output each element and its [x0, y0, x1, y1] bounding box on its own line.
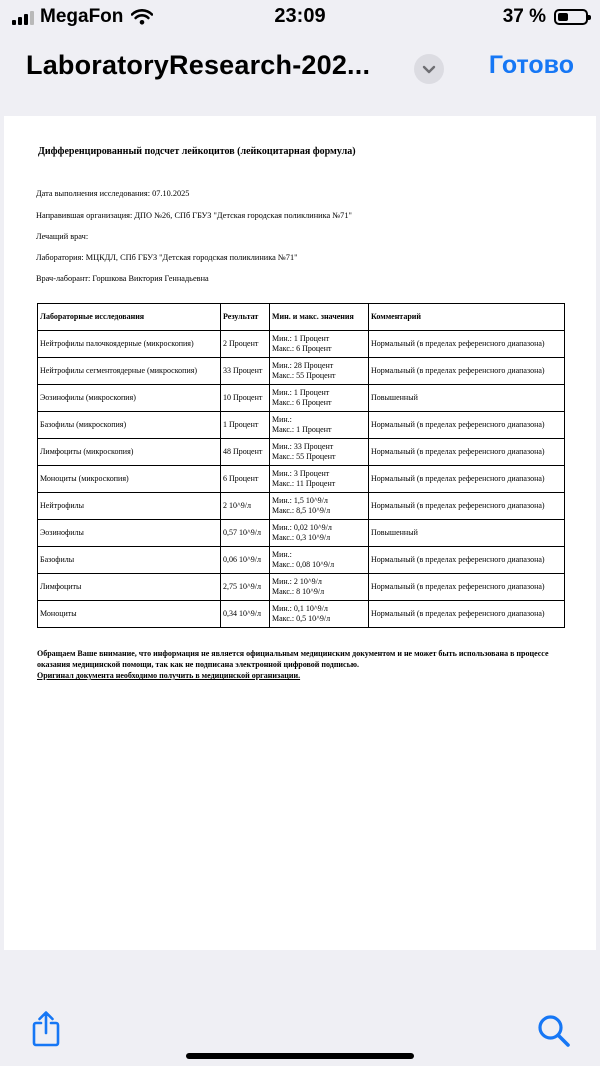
cell-test: Эозинофилы (микроскопия): [38, 385, 221, 412]
range-max: Макс.: 55 Процент: [272, 371, 336, 380]
table-row: [38, 385, 565, 412]
cell-comment: Нормальный (в пределах референсного диапазона): [369, 601, 565, 628]
cell-test: Эозинофилы: [38, 520, 221, 547]
title-menu-button[interactable]: [414, 54, 444, 84]
cell-test: Нейтрофилы: [38, 493, 221, 520]
results-table: [37, 303, 565, 628]
share-icon: [30, 1010, 62, 1048]
range-max: Макс.: 0,08 10^9/л: [272, 560, 335, 569]
header-range: Мин. и макс. значения: [270, 304, 369, 331]
status-right: [503, 6, 588, 28]
range-min: Мин.: 1 Процент: [272, 334, 330, 343]
done-button[interactable]: Готово: [488, 51, 574, 79]
lab-assistant-line: Врач-лаборант: Горшкова Виктория Геннадьевна: [36, 274, 209, 283]
cell-range: [270, 412, 369, 439]
cell-result: 33 Процент: [221, 358, 270, 385]
date-line: Дата выполнения исследования: 07.10.2025: [36, 189, 190, 198]
navigation-bar: [0, 40, 600, 100]
document-filename: LaboratoryResearch-202...: [26, 50, 371, 80]
battery-percent: 37 %: [502, 6, 546, 27]
cell-test: Моноциты (микроскопия): [38, 466, 221, 493]
range-min: Мин.: 1,5 10^9/л: [272, 496, 328, 505]
carrier-name: MegaFon: [40, 6, 124, 27]
document-page[interactable]: [4, 116, 596, 950]
range-max: Макс.: 6 Процент: [272, 398, 332, 407]
range-min: Мин.: 0,02 10^9/л: [272, 523, 332, 532]
table-row: [38, 358, 565, 385]
table-row: [38, 466, 565, 493]
cell-comment: Нормальный (в пределах референсного диапазона): [369, 439, 565, 466]
cell-result: 10 Процент: [221, 385, 270, 412]
range-max: Макс.: 8,5 10^9/л: [272, 506, 331, 515]
table-row: [38, 547, 565, 574]
range-max: Макс.: 55 Процент: [272, 452, 336, 461]
cell-range: [270, 385, 369, 412]
cell-comment: Нормальный (в пределах референсного диапазона): [369, 493, 565, 520]
cell-comment: Нормальный (в пределах референсного диапазона): [369, 331, 565, 358]
range-min: Мин.: 3 Процент: [272, 469, 330, 478]
disclaimer-underlined: Оригинал документа необходимо получить в медицинской организации.: [37, 671, 301, 680]
search-icon: [537, 1014, 571, 1048]
table-row: [38, 439, 565, 466]
referring-org-line: Направившая организация: ДПО №26, СПб ГБУЗ "Детская городская поликлиника №71": [36, 211, 352, 220]
table-row: [38, 520, 565, 547]
range-max: Макс.: 8 10^9/л: [272, 587, 325, 596]
cell-test: Базофилы (микроскопия): [38, 412, 221, 439]
cell-comment: Нормальный (в пределах референсного диапазона): [369, 358, 565, 385]
home-indicator[interactable]: [186, 1053, 414, 1059]
cell-range: [270, 520, 369, 547]
table-row: [38, 493, 565, 520]
disclaimer-text: Обращаем Ваше внимание, что информация не является официальным медицинским документом и не может быть использована в процессе оказания медицинской помощи, так как не подписана электронной цифровой подписью.: [37, 649, 549, 669]
range-min: Мин.: 2 10^9/л: [272, 577, 322, 586]
cell-result: 6 Процент: [221, 466, 270, 493]
laboratory-line: Лаборатория: МЦКДЛ, СПб ГБУЗ "Детская городская поликлиника №71": [36, 253, 298, 262]
cell-result: 2 Процент: [221, 331, 270, 358]
cell-comment: Нормальный (в пределах референсного диапазона): [369, 547, 565, 574]
range-max: Макс.: 6 Процент: [272, 344, 332, 353]
cell-test: Лимфоциты: [38, 574, 221, 601]
cell-comment: Нормальный (в пределах референсного диапазона): [369, 412, 565, 439]
cell-test: Моноциты: [38, 601, 221, 628]
cell-test: Нейтрофилы палочкоядерные (микроскопия): [38, 331, 221, 358]
cell-range: [270, 601, 369, 628]
cell-range: [270, 331, 369, 358]
cell-result: 0,06 10^9/л: [221, 547, 270, 574]
range-min: Мин.: 28 Процент: [272, 361, 334, 370]
table-header-row: [38, 304, 565, 331]
cell-test: Лимфоциты (микроскопия): [38, 439, 221, 466]
cell-result: 2 10^9/л: [221, 493, 270, 520]
range-min: Мин.:: [272, 415, 292, 424]
cell-result: 0,57 10^9/л: [221, 520, 270, 547]
cell-comment: Нормальный (в пределах референсного диапазона): [369, 574, 565, 601]
header-comment: Комментарий: [369, 304, 565, 331]
chevron-down-icon: [422, 65, 436, 74]
search-button[interactable]: [537, 1014, 571, 1053]
cell-range: [270, 493, 369, 520]
cell-result: 2,75 10^9/л: [221, 574, 270, 601]
cell-range: [270, 358, 369, 385]
range-min: Мин.: 33 Процент: [272, 442, 334, 451]
cell-range: [270, 439, 369, 466]
table-row: [38, 574, 565, 601]
range-max: Макс.: 11 Процент: [272, 479, 336, 488]
cell-range: [270, 466, 369, 493]
disclaimer-notice: [37, 648, 565, 681]
range-min: Мин.: 0,1 10^9/л: [272, 604, 328, 613]
header-test: Лабораторные исследования: [38, 304, 221, 331]
range-max: Макс.: 0,3 10^9/л: [272, 533, 331, 542]
cell-range: [270, 547, 369, 574]
status-bar: [0, 0, 600, 34]
document-title: Дифференцированный подсчет лейкоцитов (лейкоцитарная формула): [38, 146, 356, 157]
share-button[interactable]: [30, 1010, 62, 1053]
cell-comment: Повышенный: [369, 385, 565, 412]
cell-result: 0,34 10^9/л: [221, 601, 270, 628]
cell-result: 48 Процент: [221, 439, 270, 466]
clock: 23:09: [274, 5, 326, 27]
cell-range: [270, 574, 369, 601]
cell-test: Базофилы: [38, 547, 221, 574]
battery-icon: [554, 9, 588, 25]
table-row: [38, 331, 565, 358]
range-max: Макс.: 1 Процент: [272, 425, 332, 434]
header-result: Результат: [221, 304, 270, 331]
table-row: [38, 412, 565, 439]
cell-comment: Повышенный: [369, 520, 565, 547]
range-max: Макс.: 0,5 10^9/л: [272, 614, 331, 623]
cell-test: Нейтрофилы сегментоядерные (микроскопия): [38, 358, 221, 385]
cell-result: 1 Процент: [221, 412, 270, 439]
doctor-line: Лечащий врач:: [36, 232, 89, 241]
range-min: Мин.: 1 Процент: [272, 388, 330, 397]
range-min: Мин.:: [272, 550, 292, 559]
table-row: [38, 601, 565, 628]
cell-comment: Нормальный (в пределах референсного диапазона): [369, 466, 565, 493]
